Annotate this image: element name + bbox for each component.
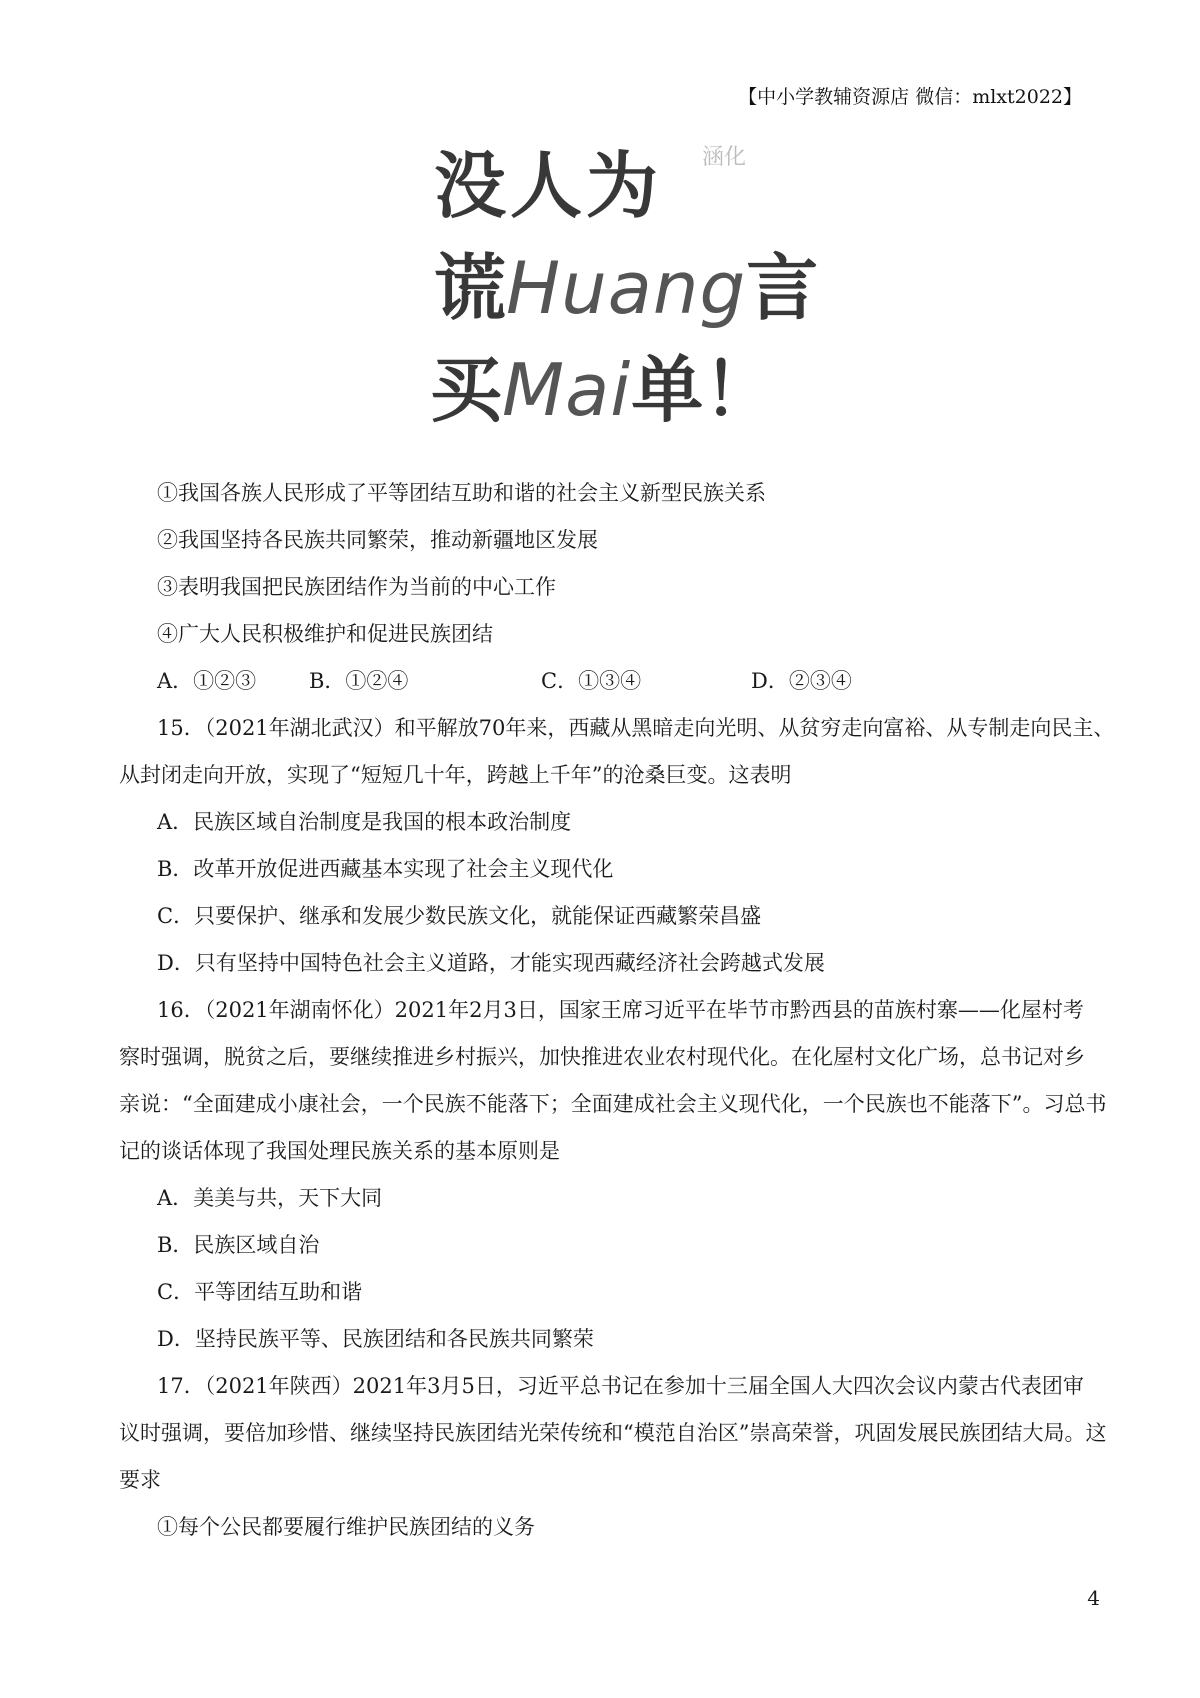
q14-statement-4: ④广大人民积极维护和促进民族团结 [157, 622, 493, 646]
document-body [119, 470, 1115, 1551]
page-number: 4 [1087, 1586, 1100, 1610]
q14-options [157, 658, 1107, 705]
q14-option-b: B．①②④ [309, 669, 409, 693]
q14-statement-2: ②我国坚持各民族共同繁荣，推动新疆地区发展 [157, 528, 598, 552]
q16-stem-line-4: 记的谈话体现了我国处理民族关系的基本原则是 [119, 1139, 560, 1163]
q14-option-d: D．②③④ [751, 669, 852, 693]
logo-line-3: 买Mai单！ [430, 348, 776, 432]
q14-option-c: C．①③④ [541, 669, 642, 693]
q17-stem-line-3: 要求 [119, 1468, 161, 1492]
q16-option-b: B．民族区域自治 [157, 1233, 320, 1257]
q15-option-a: A．民族区域自治制度是我国的根本政治制度 [157, 810, 572, 834]
q14-statement-3: ③表明我国把民族团结作为当前的中心工作 [157, 575, 556, 599]
logo-line-2: 谎Huang言 [434, 246, 819, 330]
q14-option-a: A．①②③ [157, 669, 257, 693]
header-watermark: 【中小学教辅资源店 微信：mlxt2022】 [738, 86, 1082, 108]
q16-option-a: A．美美与共，天下大同 [157, 1186, 383, 1210]
q14-statement-1: ①我国各族人民形成了平等团结互助和谐的社会主义新型民族关系 [157, 481, 766, 505]
q15-option-c: C．只要保护、继承和发展少数民族文化，就能保证西藏繁荣昌盛 [157, 904, 762, 928]
q16-stem-line-3: 亲说：“全面建成小康社会，一个民族不能落下；全面建成社会主义现代化，一个民族也不能落下”。习总书 [119, 1092, 1107, 1116]
q17-stem-line-1: 17．（2021年陕西）2021年3月5日，习近平总书记在参加十三届全国人大四次会议内蒙古代表团审 [157, 1374, 1084, 1398]
q17-statement-1: ①每个公民都要履行维护民族团结的义务 [157, 1515, 535, 1539]
q15-option-b: B．改革开放促进西藏基本实现了社会主义现代化 [157, 857, 614, 881]
logo-faint-text: 涵化 [702, 145, 747, 170]
q16-stem-line-2: 察时强调，脱贫之后，要继续推进乡村振兴，加快推进农业农村现代化。在化屋村文化广场，总书记对乡 [119, 1045, 1085, 1069]
q17-stem-line-2: 议时强调，要倍加珍惜、继续坚持民族团结光荣传统和“模范自治区”崇高荣誉，巩固发展民族团结大局。这 [119, 1421, 1107, 1445]
q16-option-d: D．坚持民族平等、民族团结和各民族共同繁荣 [157, 1327, 594, 1351]
slogan-logo [424, 140, 834, 450]
q15-stem-line-2: 从封闭走向开放，实现了“短短几十年，跨越上千年”的沧桑巨变。这表明 [119, 763, 792, 787]
q16-stem-line-1: 16．（2021年湖南怀化）2021年2月3日，国家王席习近平在毕节市黔西县的苗族村寨——化屋村考 [157, 998, 1084, 1022]
logo-line-1: 没人为 [434, 144, 663, 228]
q15-option-d: D．只有坚持中国特色社会主义道路，才能实现西藏经济社会跨越式发展 [157, 951, 825, 975]
q15-stem-line-1: 15．（2021年湖北武汉）和平解放70年来，西藏从黑暗走向光明、从贫穷走向富裕、从专制走向民主、 [157, 716, 1115, 740]
q16-option-c: C．平等团结互助和谐 [157, 1280, 363, 1304]
